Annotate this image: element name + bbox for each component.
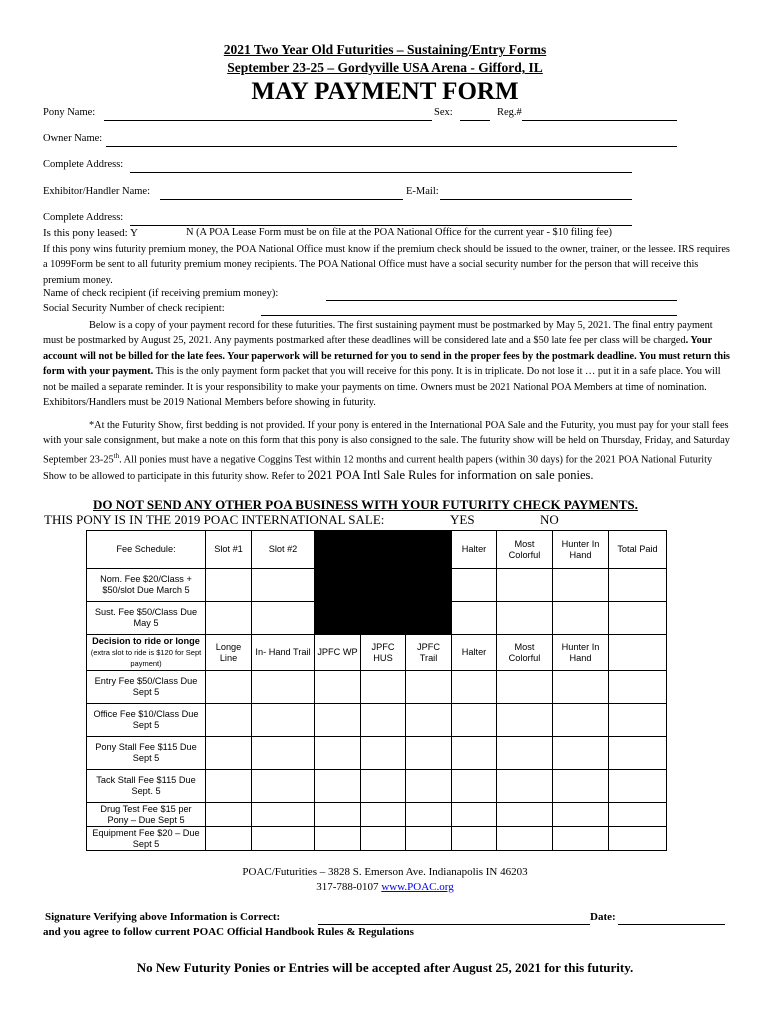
table-cell[interactable] xyxy=(452,803,497,827)
table-row xyxy=(87,737,667,770)
table-row xyxy=(87,770,667,803)
email-label: E-Mail: xyxy=(406,186,439,197)
table-cell[interactable] xyxy=(315,671,361,704)
table-cell[interactable] xyxy=(361,827,406,851)
warning-notice xyxy=(93,497,638,513)
phone-number: 317-788-0107 xyxy=(316,881,379,893)
lease-note: N (A POA Lease Form must be on file at the POA National Office for the current year - $10 filing fee) xyxy=(186,227,612,238)
table-cell[interactable] xyxy=(609,704,667,737)
table-cell[interactable] xyxy=(206,704,252,737)
late-fee-notice: . Your account will not be billed for the late fees. Your paperwork will be returned for you to send in the proper fees by the postmark deadline. You must return this form with your payment. xyxy=(43,335,730,378)
table-cell[interactable] xyxy=(452,704,497,737)
owner-address-field[interactable] xyxy=(130,172,632,173)
table-cell[interactable] xyxy=(252,569,315,602)
website-link[interactable]: www.POAC.org xyxy=(381,881,454,893)
header-most-colorful: Most Colorful xyxy=(497,531,553,569)
table-row xyxy=(87,671,667,704)
contact-line xyxy=(0,881,770,893)
date-field[interactable] xyxy=(618,924,725,925)
decision-jpfc-hus: JPFC HUS xyxy=(361,635,406,671)
table-cell[interactable] xyxy=(406,671,452,704)
table-cell[interactable] xyxy=(609,671,667,704)
futurity-show-instructions xyxy=(43,418,731,484)
header-fee-schedule: Fee Schedule: xyxy=(87,531,206,569)
table-cell[interactable] xyxy=(252,602,315,635)
blacked-out-cell xyxy=(315,569,361,602)
table-cell[interactable] xyxy=(452,671,497,704)
table-row xyxy=(87,827,667,851)
warning-period: . xyxy=(634,497,638,512)
table-cell[interactable] xyxy=(315,827,361,851)
table-cell[interactable] xyxy=(553,770,609,803)
table-row xyxy=(87,569,667,602)
owner-name-label: Owner Name: xyxy=(43,133,103,144)
payment-packet-note: This is the only payment form packet that you will receive for this pony. It is in triplicate. Do not lose it … put it in a safe place. You will not be mailed a separate reminder. It is your responsibility to make your payments on time. Owners must be 2021 National POA Members at time of nomination. Exhibitors/Handlers must be 2019 National Members before showing in futurity. xyxy=(43,366,721,409)
table-cell[interactable] xyxy=(406,770,452,803)
mailing-address: POAC/Futurities – 3828 S. Emerson Ave. Indianapolis IN 46203 xyxy=(242,866,528,878)
table-cell[interactable] xyxy=(609,635,667,671)
table-cell[interactable] xyxy=(206,737,252,770)
table-cell[interactable] xyxy=(553,827,609,851)
check-recipient-field[interactable] xyxy=(326,300,677,301)
futurity-show-text: *At the Futurity Show, first bedding is not provided. If your pony is entered in the International POA Sale and the Futurity, you must pay for your stall fees with your sale consignment, but make a note on this form that this pony is also consigned to the sale. The futurity show will be held on Thursday, Friday, and Saturday September 23-25 xyxy=(43,420,730,466)
decision-jpfc-trail: JPFC Trail xyxy=(406,635,452,671)
row-label-equipment-fee: Equipment Fee $20 – Due Sept 5 xyxy=(87,827,206,851)
date-suffix: th xyxy=(113,451,120,460)
table-cell[interactable] xyxy=(361,704,406,737)
blacked-out-cell xyxy=(406,531,452,569)
table-cell[interactable] xyxy=(361,803,406,827)
exhibitor-address-label: Complete Address: xyxy=(43,212,124,223)
agreement-text: and you agree to follow current POAC Official Handbook Rules & Regulations xyxy=(43,926,414,938)
table-cell[interactable] xyxy=(609,737,667,770)
table-row xyxy=(87,602,667,635)
deadline-notice: No New Futurity Ponies or Entries will be accepted after August 25, 2021 for this futurity. xyxy=(136,960,634,975)
table-cell[interactable] xyxy=(252,671,315,704)
header-hunter-in-hand: Hunter In Hand xyxy=(553,531,609,569)
table-cell[interactable] xyxy=(609,770,667,803)
table-cell[interactable] xyxy=(206,671,252,704)
table-cell[interactable] xyxy=(497,569,553,602)
table-cell[interactable] xyxy=(206,827,252,851)
warning-text: DO NOT SEND ANY OTHER POA BUSINESS WITH YOUR FUTURITY CHECK PAYMENTS xyxy=(93,497,635,512)
blacked-out-cell xyxy=(315,531,361,569)
row-label-tack-stall-fee: Tack Stall Fee $115 Due Sept. 5 xyxy=(87,770,206,803)
table-row xyxy=(87,803,667,827)
fee-schedule-table xyxy=(86,530,667,851)
sex-label: Sex: xyxy=(434,107,453,118)
premium-money-note: If this pony wins futurity premium money, the POA National Office must know if the premium check should be issued to the owner, trainer, or the lessee. IRS requires a 1099Form be sent to all futurity premium money recipients. The POA National Office must have a social security number for the person that will receive this premium money. xyxy=(43,244,730,286)
pony-name-label: Pony Name: xyxy=(43,107,96,118)
payment-instructions-text: Below is a copy of your payment record for these futurities. The first sustaining payment must be postmarked by May 5, 2021. The final entry payment must be postmarked by August 25, 2021. Any payments postmarked after these deadlines will be considered late and a $50 late fee per class will be charged xyxy=(43,320,713,347)
table-cell[interactable] xyxy=(609,569,667,602)
exhibitor-name-field[interactable] xyxy=(160,199,403,200)
table-cell[interactable] xyxy=(609,602,667,635)
pony-name-field[interactable] xyxy=(104,120,432,121)
header-total-paid: Total Paid xyxy=(609,531,667,569)
table-cell[interactable] xyxy=(452,737,497,770)
decision-jpfc-wp: JPFC WP xyxy=(315,635,361,671)
blacked-out-cell xyxy=(361,602,406,635)
table-cell[interactable] xyxy=(609,803,667,827)
table-cell[interactable] xyxy=(252,827,315,851)
table-cell[interactable] xyxy=(315,737,361,770)
sale-rules-note: 2021 POA Intl Sale Rules for information on sale ponies. xyxy=(307,467,594,482)
sale-yes-option[interactable]: YES xyxy=(450,512,475,527)
check-recipient-label: Name of check recipient (if receiving premium money): xyxy=(43,288,279,299)
table-cell[interactable] xyxy=(252,803,315,827)
table-cell[interactable] xyxy=(252,704,315,737)
check-ssn-field[interactable] xyxy=(261,315,677,316)
sex-field[interactable] xyxy=(460,120,490,121)
table-cell[interactable] xyxy=(252,770,315,803)
table-cell[interactable] xyxy=(452,827,497,851)
table-cell[interactable] xyxy=(406,827,452,851)
row-label-sustaining: Sust. Fee $50/Class Due May 5 xyxy=(87,602,206,635)
table-cell[interactable] xyxy=(361,671,406,704)
table-cell[interactable] xyxy=(553,569,609,602)
table-row xyxy=(87,704,667,737)
table-cell[interactable] xyxy=(406,704,452,737)
email-field[interactable] xyxy=(440,199,632,200)
table-cell[interactable] xyxy=(452,602,497,635)
table-cell[interactable] xyxy=(497,737,553,770)
header-slot-1: Slot #1 xyxy=(206,531,252,569)
sale-no-option[interactable]: NO xyxy=(540,512,559,527)
blacked-out-cell xyxy=(315,602,361,635)
blacked-out-cell xyxy=(361,569,406,602)
decision-in-hand-trail: In- Hand Trail xyxy=(252,635,315,671)
sale-question: THIS PONY IS IN THE 2019 POAC INTERNATIONAL SALE: xyxy=(44,512,385,527)
table-cell[interactable] xyxy=(497,602,553,635)
decision-halter: Halter xyxy=(452,635,497,671)
table-cell[interactable] xyxy=(497,827,553,851)
table-cell[interactable] xyxy=(553,671,609,704)
check-ssn-label: Social Security Number of check recipient: xyxy=(43,303,225,314)
table-cell[interactable] xyxy=(206,569,252,602)
decision-label: Decision to ride or longe xyxy=(92,636,200,646)
table-cell[interactable] xyxy=(609,827,667,851)
table-cell[interactable] xyxy=(452,569,497,602)
header-slot-2: Slot #2 xyxy=(252,531,315,569)
exhibitor-name-label: Exhibitor/Handler Name: xyxy=(43,186,151,197)
decision-hunter-in-hand: Hunter In Hand xyxy=(553,635,609,671)
signature-label: Signature Verifying above Information is Correct: xyxy=(45,911,281,923)
form-heading-line-1: 2021 Two Year Old Futurities – Sustaining/Entry Forms xyxy=(223,42,547,57)
header-halter: Halter xyxy=(452,531,497,569)
date-label: Date: xyxy=(590,911,616,923)
payment-instructions xyxy=(43,318,731,410)
form-heading-line-2: September 23-25 – Gordyville USA Arena - Gifford, IL xyxy=(227,60,543,75)
row-label-entry-fee: Entry Fee $50/Class Due Sept 5 xyxy=(87,671,206,704)
signature-field[interactable] xyxy=(318,924,590,925)
table-cell[interactable] xyxy=(497,704,553,737)
table-cell[interactable] xyxy=(252,737,315,770)
table-cell[interactable] xyxy=(315,803,361,827)
table-cell[interactable] xyxy=(553,737,609,770)
table-cell[interactable] xyxy=(553,704,609,737)
row-label-nomination: Nom. Fee $20/Class + $50/slot Due March 5 xyxy=(87,569,206,602)
reg-field[interactable] xyxy=(522,120,677,121)
table-cell[interactable] xyxy=(361,737,406,770)
table-cell[interactable] xyxy=(553,803,609,827)
table-cell[interactable] xyxy=(497,770,553,803)
lease-question: Is this pony leased: Y xyxy=(43,227,138,239)
row-label-decision xyxy=(87,635,206,671)
table-cell[interactable] xyxy=(206,770,252,803)
table-cell[interactable] xyxy=(497,671,553,704)
decision-note: (extra slot to ride is $120 for Sept payment) xyxy=(90,648,202,668)
table-cell[interactable] xyxy=(315,704,361,737)
row-label-drug-test-fee: Drug Test Fee $15 per Pony – Due Sept 5 xyxy=(87,803,206,827)
table-cell[interactable] xyxy=(206,803,252,827)
form-title: MAY PAYMENT FORM xyxy=(251,78,519,105)
blacked-out-cell xyxy=(406,602,452,635)
row-label-office-fee: Office Fee $10/Class Due Sept 5 xyxy=(87,704,206,737)
table-header-row xyxy=(87,531,667,569)
table-cell[interactable] xyxy=(315,770,361,803)
blacked-out-cell xyxy=(361,531,406,569)
table-cell[interactable] xyxy=(452,770,497,803)
coggins-note: . All ponies must have a negative Coggins Test within 12 months and current health papers (within 30 days) for the 2021 POA National Futurity Show to be allowed to participate in this futurity show. Refer to xyxy=(43,454,713,482)
table-cell[interactable] xyxy=(406,737,452,770)
blacked-out-cell xyxy=(406,569,452,602)
row-label-pony-stall-fee: Pony Stall Fee $115 Due Sept 5 xyxy=(87,737,206,770)
reg-label: Reg.# xyxy=(497,107,522,118)
table-cell[interactable] xyxy=(406,803,452,827)
decision-row xyxy=(87,635,667,671)
table-cell[interactable] xyxy=(553,602,609,635)
table-cell[interactable] xyxy=(361,770,406,803)
exhibitor-address-field[interactable] xyxy=(130,225,632,226)
decision-most-colorful: Most Colorful xyxy=(497,635,553,671)
owner-address-label: Complete Address: xyxy=(43,159,124,170)
table-cell[interactable] xyxy=(206,602,252,635)
decision-longe-line: Longe Line xyxy=(206,635,252,671)
owner-name-field[interactable] xyxy=(106,146,677,147)
table-cell[interactable] xyxy=(497,803,553,827)
